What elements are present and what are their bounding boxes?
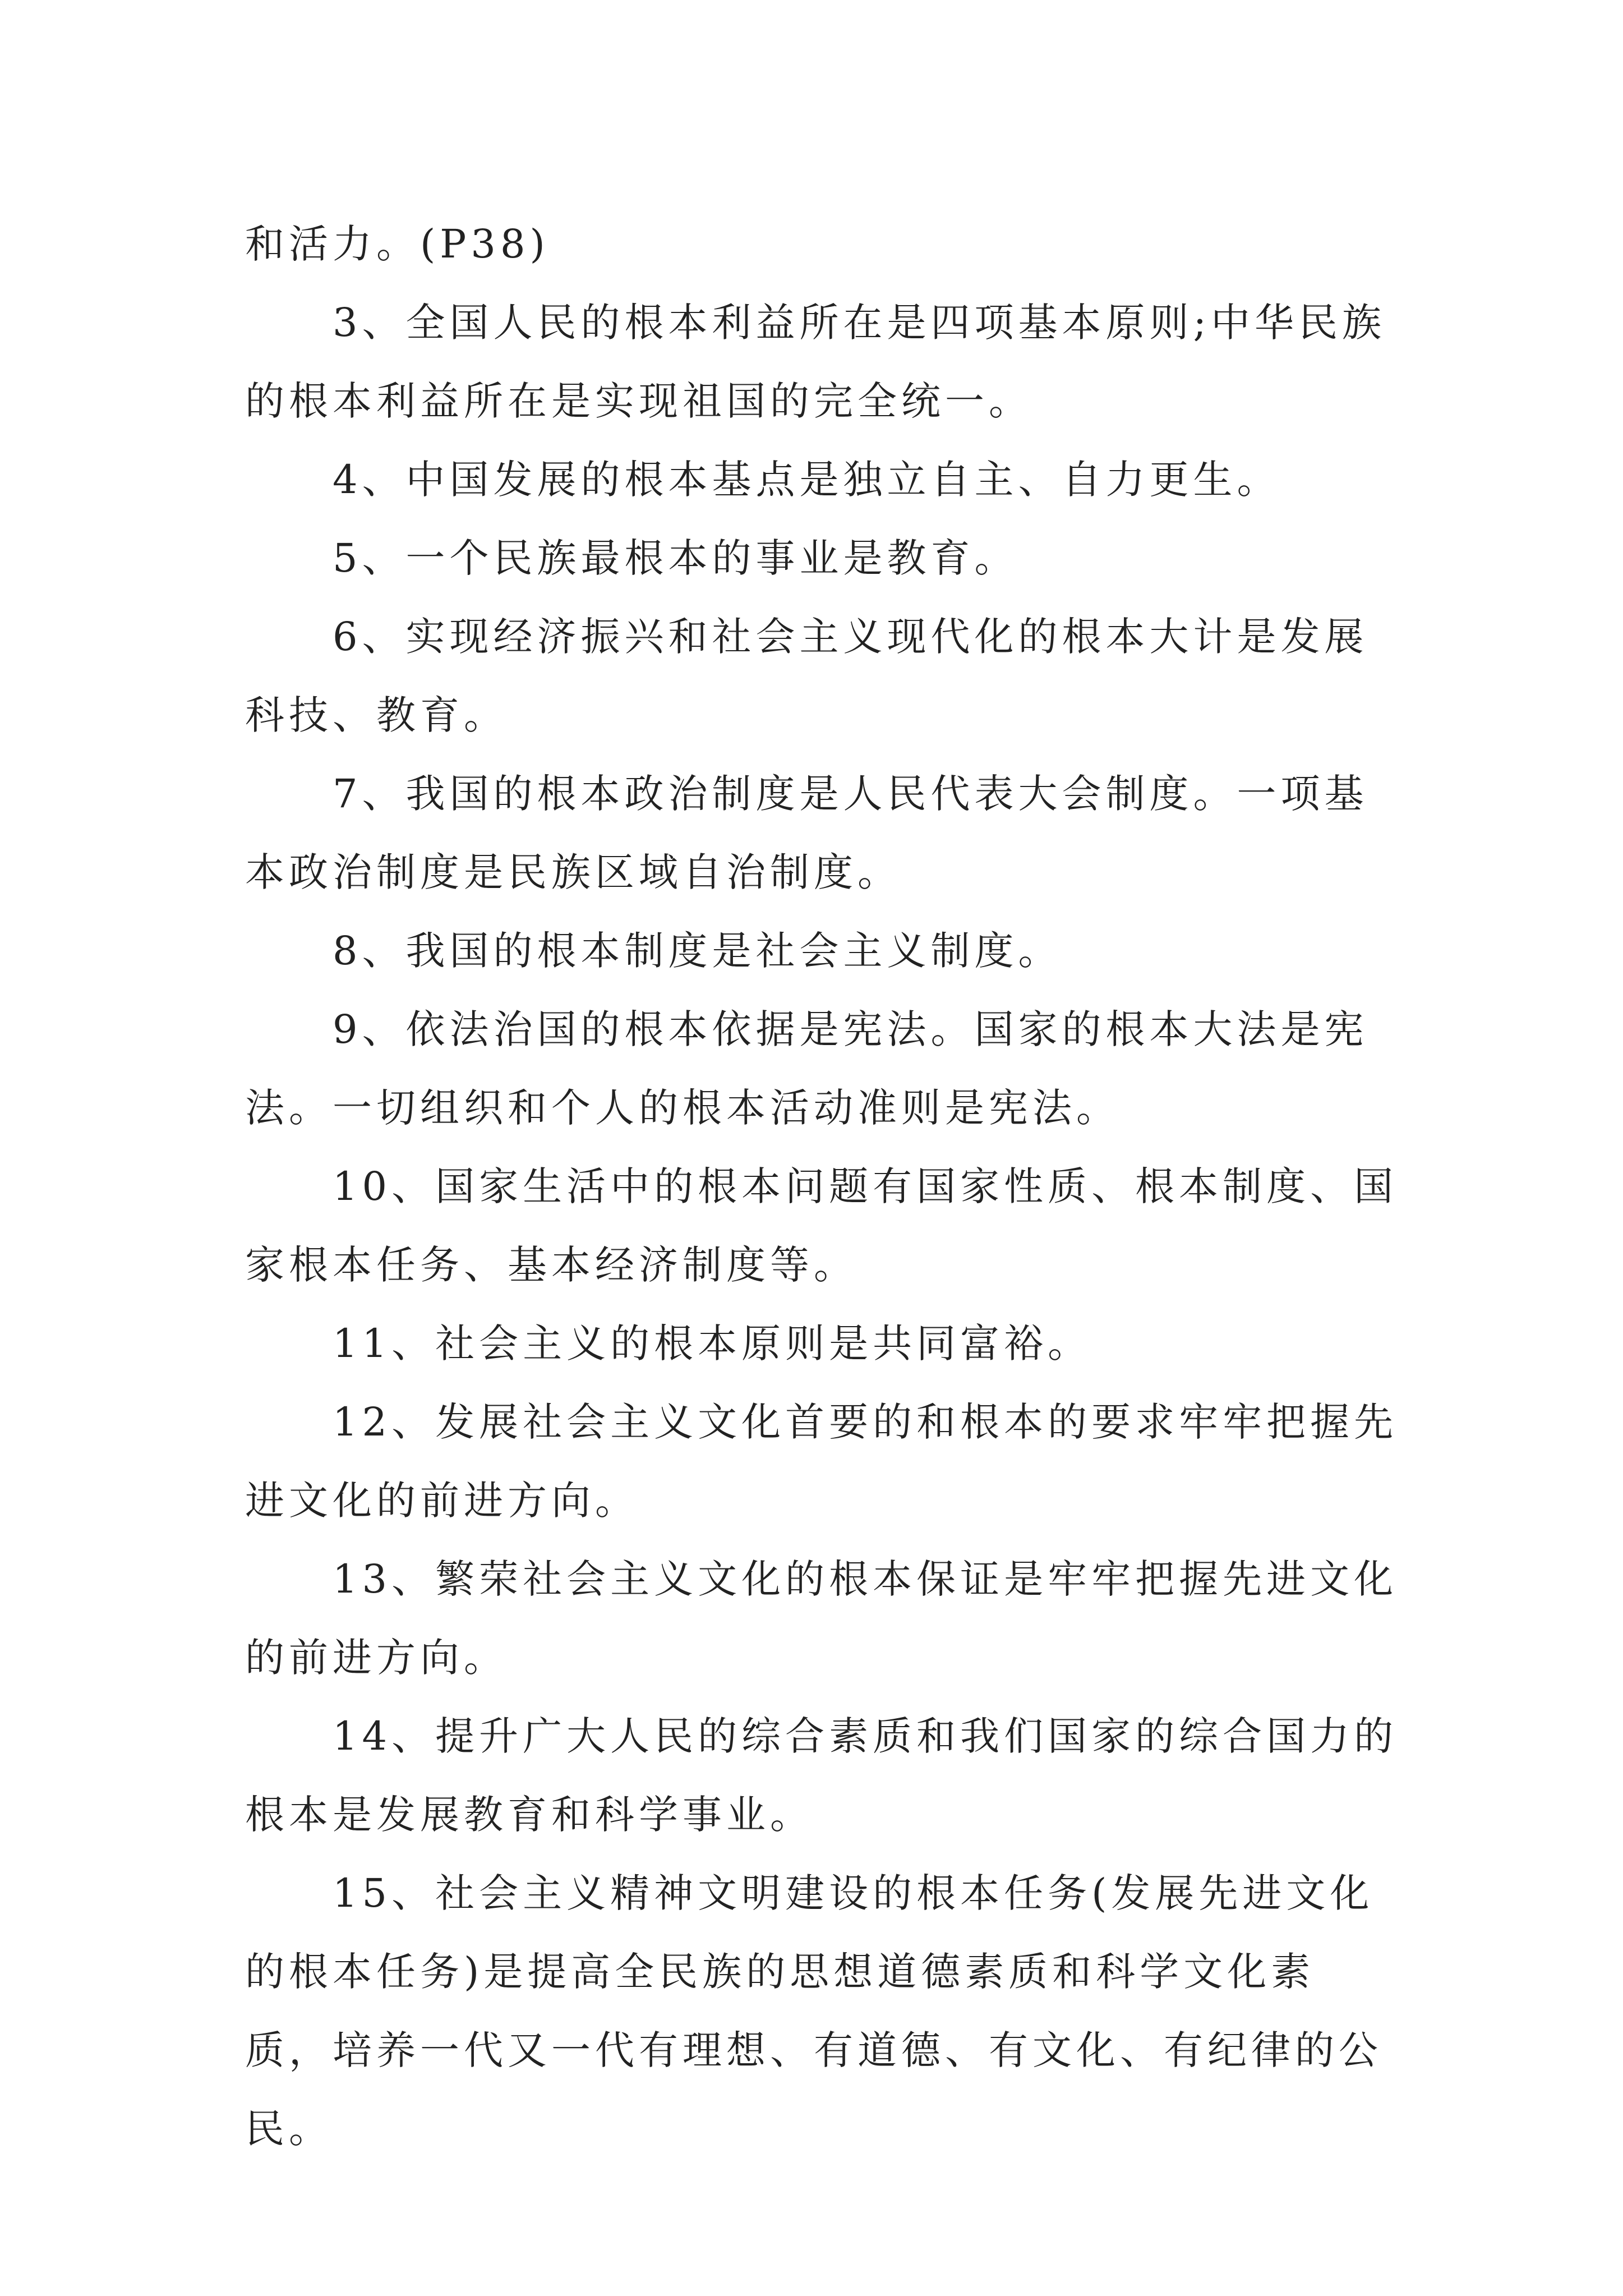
paragraph: 6、实现经济振兴和社会主义现代化的根本大计是发展科技、教育。: [245, 614, 1368, 738]
paragraph: 9、依法治国的根本依据是宪法。国家的根本大法是宪法。一切组织和个人的根本活动准则是宪法。: [245, 1006, 1368, 1131]
paragraph: 11、社会主义的根本原则是共同富裕。: [333, 1320, 1092, 1366]
paragraph: 3、全国人民的根本利益所在是四项基本原则;中华民族的根本利益所在是实现祖国的完全统一。: [245, 300, 1386, 424]
paragraph: 和活力。(P38): [245, 221, 550, 267]
paragraph: 7、我国的根本政治制度是人民代表大会制度。一项基本政治制度是民族区域自治制度。: [245, 771, 1368, 895]
paragraph: 10、国家生活中的根本问题有国家性质、根本制度、国家根本任务、基本经济制度等。: [245, 1163, 1398, 1288]
document-body: [245, 205, 1400, 2168]
paragraph: 13、繁荣社会主义文化的根本保证是牢牢把握先进文化的前进方向。: [245, 1556, 1398, 1681]
paragraph: 15、社会主义精神文明建设的根本任务(发展先进文化的根本任务)是提高全民族的思想道德素质和科学文化素质，培养一代又一代有理想、有道德、有文化、有纪律的公民。: [245, 1870, 1382, 2152]
paragraph: 14、提升广大人民的综合素质和我们国家的综合国力的根本是发展教育和科学事业。: [245, 1713, 1398, 1838]
paragraph: 12、发展社会主义文化首要的和根本的要求牢牢把握先进文化的前进方向。: [245, 1399, 1398, 1524]
paragraph: 4、中国发展的根本基点是独立自主、自力更生。: [333, 457, 1281, 503]
paragraph: 8、我国的根本制度是社会主义制度。: [333, 928, 1062, 974]
paragraph: 5、一个民族最根本的事业是教育。: [333, 535, 1018, 581]
